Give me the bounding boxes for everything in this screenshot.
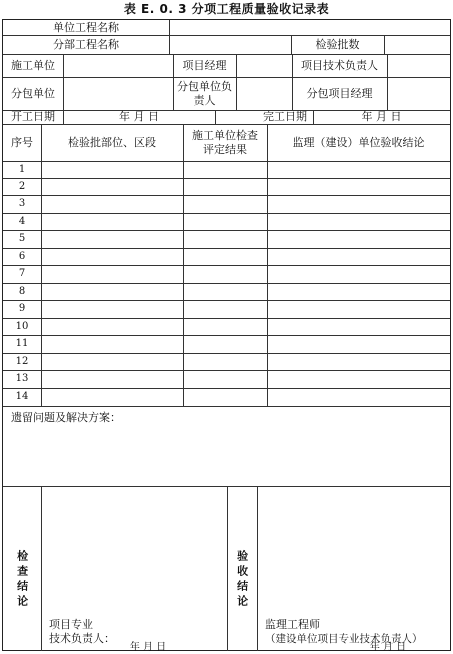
data-row-line bbox=[3, 300, 450, 301]
project-manager-label: 项目经理 bbox=[182, 58, 227, 72]
row-number: 5 bbox=[18, 233, 26, 244]
contractor-result-header: 施工单位检查评定结果 bbox=[192, 129, 258, 156]
data-row-line bbox=[3, 388, 450, 389]
row-number: 3 bbox=[18, 198, 26, 209]
data-row-line bbox=[3, 195, 450, 196]
form-title: 表 E. 0. 3 分项工程质量验收记录表 bbox=[123, 2, 330, 16]
subcontract-project-manager-label: 分包项目经理 bbox=[306, 86, 373, 100]
row-number: 11 bbox=[15, 338, 29, 349]
data-row-line bbox=[3, 248, 450, 249]
row-number: 1 bbox=[18, 163, 26, 175]
subcontract-unit-lead-label: 分包单位负责人 bbox=[177, 80, 232, 107]
data-row-line bbox=[3, 353, 450, 354]
col-line bbox=[236, 54, 237, 110]
col-line bbox=[41, 486, 42, 651]
data-row-line bbox=[3, 230, 450, 231]
data-row-line bbox=[3, 213, 450, 214]
left-signature-date: 年 月 日 bbox=[129, 642, 167, 653]
col-line bbox=[63, 54, 64, 110]
row-number: 4 bbox=[18, 215, 26, 227]
data-row-line bbox=[3, 370, 450, 371]
acceptance-conclusion-label: 验收结论 bbox=[235, 550, 249, 610]
supervisor-label-line1: 监理工程师 bbox=[265, 618, 320, 632]
row-number: 2 bbox=[18, 180, 26, 192]
data-row-line bbox=[3, 318, 450, 319]
row-line bbox=[3, 161, 450, 162]
col-line bbox=[387, 54, 388, 110]
row-number: 6 bbox=[18, 250, 26, 262]
check-conclusion-label: 检查结论 bbox=[15, 550, 29, 610]
col-line bbox=[41, 124, 42, 406]
issues-label: 遗留问题及解决方案： bbox=[11, 411, 121, 425]
supervisor-label-line2: （建设单位项目专业技术负责人） bbox=[265, 632, 423, 645]
subitem-project-name-label: 分部工程名称 bbox=[53, 37, 119, 51]
data-row-line bbox=[3, 265, 450, 266]
seq-header: 序号 bbox=[11, 135, 33, 149]
row-number: 14 bbox=[15, 391, 29, 402]
supervisor-conclusion-header: 监理（建设）单位验收结论 bbox=[292, 135, 425, 149]
batch-location-header: 检验批部位、区段 bbox=[68, 135, 156, 149]
row-number: 8 bbox=[18, 285, 26, 297]
unit-project-name-label: 单位工程名称 bbox=[53, 20, 119, 34]
end-date-label: 完工日期 bbox=[263, 110, 307, 124]
project-tech-lead-label: 项目技术负责人 bbox=[301, 58, 378, 72]
col-line bbox=[169, 20, 170, 54]
data-row-line bbox=[3, 283, 450, 284]
row-number: 9 bbox=[18, 303, 26, 314]
col-line bbox=[257, 486, 258, 651]
data-row-line bbox=[3, 178, 450, 179]
row-number: 7 bbox=[18, 268, 26, 279]
end-date-value: 年 月 日 bbox=[361, 110, 402, 124]
data-row-line bbox=[3, 335, 450, 336]
inspection-batch-count-label: 检验批数 bbox=[315, 37, 360, 51]
construction-unit-label: 施工单位 bbox=[11, 58, 55, 72]
col-line bbox=[384, 35, 385, 54]
start-date-label: 开工日期 bbox=[11, 110, 55, 124]
start-date-value: 年 月 日 bbox=[119, 110, 159, 124]
acceptance-form bbox=[2, 19, 451, 651]
right-signature-date: 年 月 日 bbox=[369, 642, 407, 653]
row-number: 10 bbox=[15, 320, 29, 332]
subcontract-unit-label: 分包单位 bbox=[11, 86, 55, 100]
row-line bbox=[3, 406, 450, 407]
col-line bbox=[183, 124, 184, 406]
tech-lead-label-line1: 项目专业 bbox=[49, 618, 93, 632]
row-number: 13 bbox=[15, 373, 29, 384]
col-line bbox=[267, 124, 268, 406]
row-number: 12 bbox=[15, 355, 29, 367]
tech-lead-label-line2: 技术负责人： bbox=[49, 632, 115, 646]
